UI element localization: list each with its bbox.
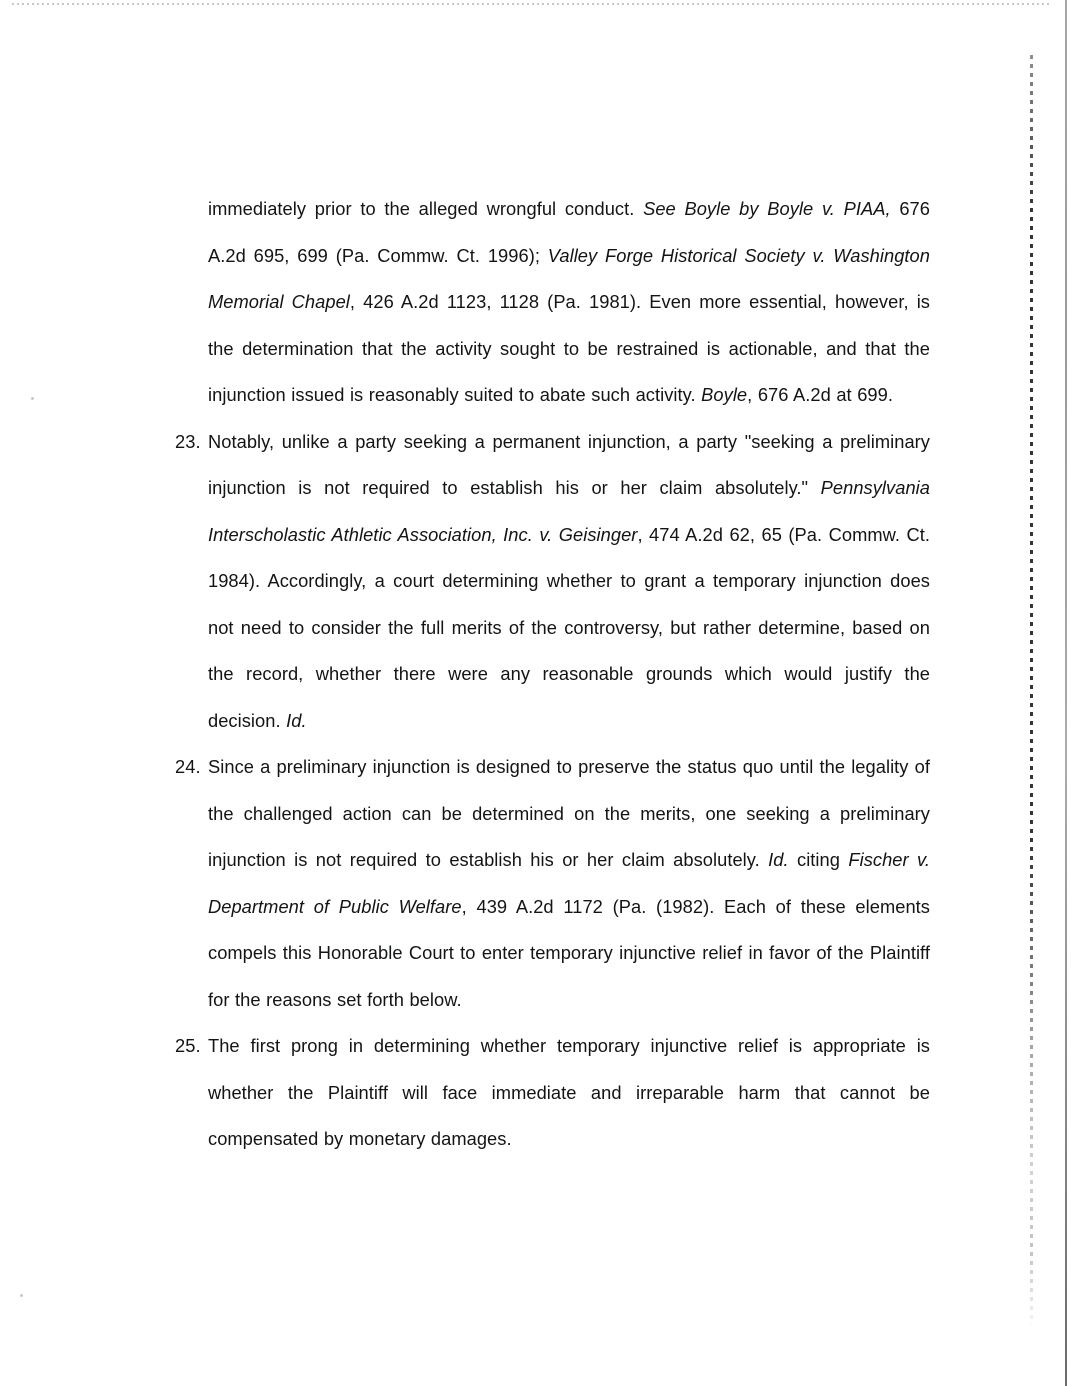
text-run: citing bbox=[788, 849, 849, 870]
scan-dashed-margin-line bbox=[1030, 55, 1033, 1325]
paragraph-text bbox=[208, 1023, 930, 1163]
numbered-paragraph bbox=[175, 1023, 930, 1163]
paragraph-number: 23. bbox=[175, 430, 201, 452]
text-run: , 426 A.2d 1123, 1128 (Pa. 1981). Even more essential, however, is the determination that the activity sought to be restrained is actionable, and that the injunction issued is reasonably suited to abate such activity. bbox=[208, 291, 931, 405]
citation-italic-run: Fischer v. Department of Public Welfare bbox=[208, 849, 930, 917]
text-run: The first prong in determining whether temporary injunctive relief is appropriate is whether the Plaintiff will face immediate and irreparable harm that cannot be compensated by monetary damages. bbox=[208, 1035, 930, 1149]
paragraph-number: 24. bbox=[175, 756, 201, 777]
scan-right-edge-artifact bbox=[1065, 0, 1067, 1386]
citation-italic-run: Boyle bbox=[701, 384, 748, 405]
citation-italic-run: Valley Forge Historical Society v. Washington Memorial Chapel bbox=[208, 244, 930, 312]
text-run: immediately prior to the alleged wrongful conduct. bbox=[208, 198, 644, 219]
text-run: Notably, unlike a party seeking a permanent injunction, a party "seeking a preliminary injunction is not required to establish his or her claim absolutely." bbox=[208, 430, 930, 498]
paragraph-number: 25. bbox=[175, 1035, 201, 1056]
citation-italic-run: Id. bbox=[768, 849, 789, 870]
text-run: , 474 A.2d 62, 65 (Pa. Commw. Ct. 1984). Accordingly, a court determining whether to grant a temporary injunction does not need to consider the full merits of the controversy, but rather determine, based on the record, whether there were any reasonable grounds which would justify the decision. bbox=[208, 523, 930, 731]
numbered-paragraph bbox=[175, 744, 930, 1023]
paragraph-text bbox=[208, 186, 930, 419]
paragraph-text bbox=[208, 419, 930, 745]
text-run: , 676 A.2d at 699. bbox=[747, 384, 893, 405]
paragraph-text bbox=[208, 744, 930, 1023]
citation-italic-run: Id. bbox=[286, 709, 307, 731]
document-body bbox=[175, 186, 930, 1163]
text-run: 676 A.2d 695, 699 (Pa. Commw. Ct. 1996); bbox=[208, 198, 930, 266]
continuation-paragraph bbox=[175, 186, 930, 419]
scan-speck bbox=[20, 1294, 23, 1297]
citation-italic-run: Pennsylvania Interscholastic Athletic Association, Inc. v. Geisinger bbox=[208, 477, 930, 545]
text-run: Since a preliminary injunction is designed to preserve the status quo until the legality of the challenged action can be determined on the merits, one seeking a preliminary injunction is not required to establish his or her claim absolutely. bbox=[208, 756, 930, 870]
numbered-paragraph bbox=[175, 419, 930, 745]
scan-top-edge-artifact bbox=[12, 3, 1052, 5]
text-run: , 439 A.2d 1172 (Pa. (1982). Each of these elements compels this Honorable Court to enter temporary injunctive relief in favor of the Plaintiff for the reasons set forth below. bbox=[208, 895, 930, 1010]
scan-speck bbox=[31, 397, 34, 400]
citation-italic-run: See Boyle by Boyle v. PIAA, bbox=[643, 198, 891, 219]
